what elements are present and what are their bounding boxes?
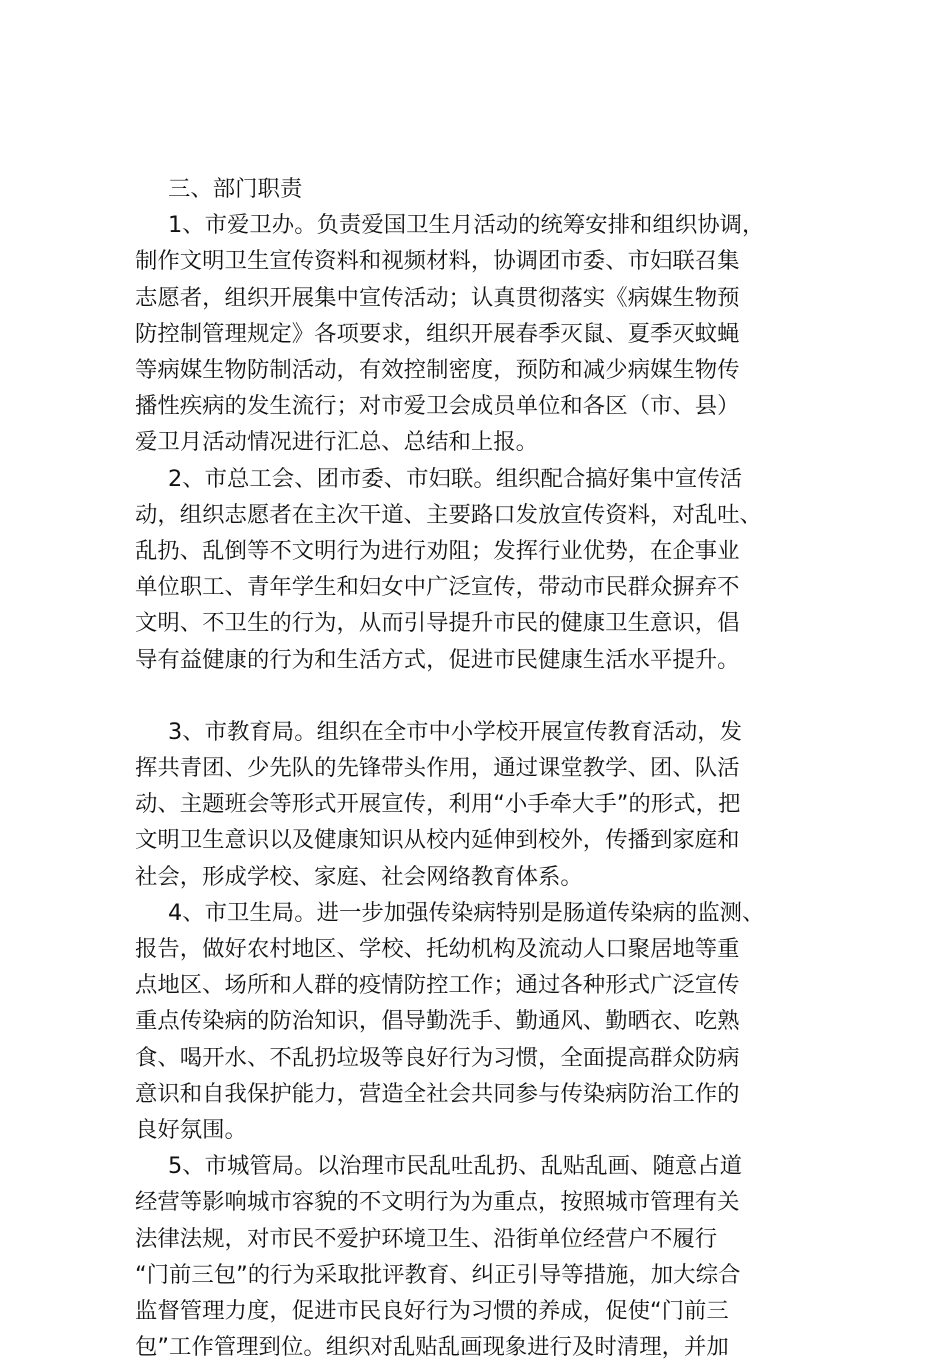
document-body bbox=[135, 171, 827, 1366]
paragraph-line: 导有益健康的行为和生活方式，促进市民健康生活水平提升。 bbox=[135, 646, 740, 673]
paragraph-1 bbox=[135, 207, 827, 460]
paragraph-line: 经营等影响城市容貌的不文明行为为重点，按照城市管理有关 bbox=[135, 1189, 740, 1216]
paragraph-line: 制作文明卫生宣传资料和视频材料，协调团市委、市妇联召集 bbox=[135, 248, 740, 275]
paragraph-line: 播性疾病的发生流行；对市爱卫会成员单位和各区（市、县） bbox=[135, 393, 740, 420]
paragraph-line: 良好氛围。 bbox=[135, 1117, 247, 1144]
paragraph-line: 动，组织志愿者在主次干道、主要路口发放宣传资料，对乱吐、 bbox=[135, 501, 762, 528]
paragraph-5 bbox=[135, 1148, 827, 1365]
paragraph-3 bbox=[135, 714, 827, 895]
paragraph-line: 食、喝开水、不乱扔垃圾等良好行为习惯，全面提高群众防病 bbox=[135, 1044, 740, 1071]
paragraph-line: 重点传染病的防治知识，倡导勤洗手、勤通风、勤晒衣、吃熟 bbox=[135, 1008, 740, 1035]
paragraph-line: 包”工作管理到位。组织对乱贴乱画现象进行及时清理，并加 bbox=[135, 1334, 729, 1361]
paragraph-2 bbox=[135, 461, 827, 678]
paragraph-4 bbox=[135, 895, 827, 1148]
paragraph-line: 法律法规，对市民不爱护环境卫生、沿街单位经营户不履行 bbox=[135, 1225, 718, 1252]
paragraph-line: 2、市总工会、团市委、市妇联。组织配合搞好集中宣传活 bbox=[168, 465, 743, 492]
paragraph-line: 动、主题班会等形式开展宣传，利用“小手牵大手”的形式，把 bbox=[135, 791, 741, 818]
paragraph-line: 意识和自我保护能力，营造全社会共同参与传染病防治工作的 bbox=[135, 1080, 740, 1107]
paragraph-line: 5、市城管局。以治理市民乱吐乱扔、乱贴乱画、随意占道 bbox=[168, 1153, 743, 1180]
paragraph-line: 挥共青团、少先队的先锋带头作用，通过课堂教学、团、队活 bbox=[135, 755, 740, 782]
paragraph-line: 监督管理力度，促进市民良好行为习惯的养成，促使“门前三 bbox=[135, 1298, 729, 1325]
paragraph-line: 等病媒生物防制活动，有效控制密度，预防和减少病媒生物传 bbox=[135, 357, 740, 384]
paragraph-line: 4、市卫生局。进一步加强传染病特别是肠道传染病的监测、 bbox=[168, 899, 765, 926]
paragraph-line: 文明卫生意识以及健康知识从校内延伸到校外，传播到家庭和 bbox=[135, 827, 740, 854]
paragraph-line: 报告，做好农村地区、学校、托幼机构及流动人口聚居地等重 bbox=[135, 936, 740, 963]
paragraph-line: 爱卫月活动情况进行汇总、总结和上报。 bbox=[135, 429, 539, 456]
section-heading: 三、部门职责 bbox=[168, 176, 303, 202]
paragraph-line: 文明、不卫生的行为，从而引导提升市民的健康卫生意识，倡 bbox=[135, 610, 740, 637]
paragraph-line: 单位职工、青年学生和妇女中广泛宣传，带动市民群众摒弃不 bbox=[135, 574, 740, 601]
paragraph-line: 点地区、场所和人群的疫情防控工作；通过各种形式广泛宣传 bbox=[135, 972, 740, 999]
paragraph-line: 防控制管理规定》各项要求，组织开展春季灭鼠、夏季灭蚊蝇 bbox=[135, 320, 740, 347]
paragraph-line: 3、市教育局。组织在全市中小学校开展宣传教育活动，发 bbox=[168, 718, 743, 745]
paragraph-line: 乱扔、乱倒等不文明行为进行劝阻；发挥行业优势，在企事业 bbox=[135, 538, 740, 565]
paragraph-line: “门前三包”的行为采取批评教育、纠正引导等措施，加大综合 bbox=[135, 1261, 741, 1288]
paragraph-line: 1、市爱卫办。负责爱国卫生月活动的统筹安排和组织协调， bbox=[168, 212, 765, 239]
paragraph-line: 志愿者，组织开展集中宣传活动；认真贯彻落实《病媒生物预 bbox=[135, 284, 740, 311]
blank-line bbox=[135, 678, 827, 714]
paragraph-line: 社会，形成学校、家庭、社会网络教育体系。 bbox=[135, 863, 583, 890]
